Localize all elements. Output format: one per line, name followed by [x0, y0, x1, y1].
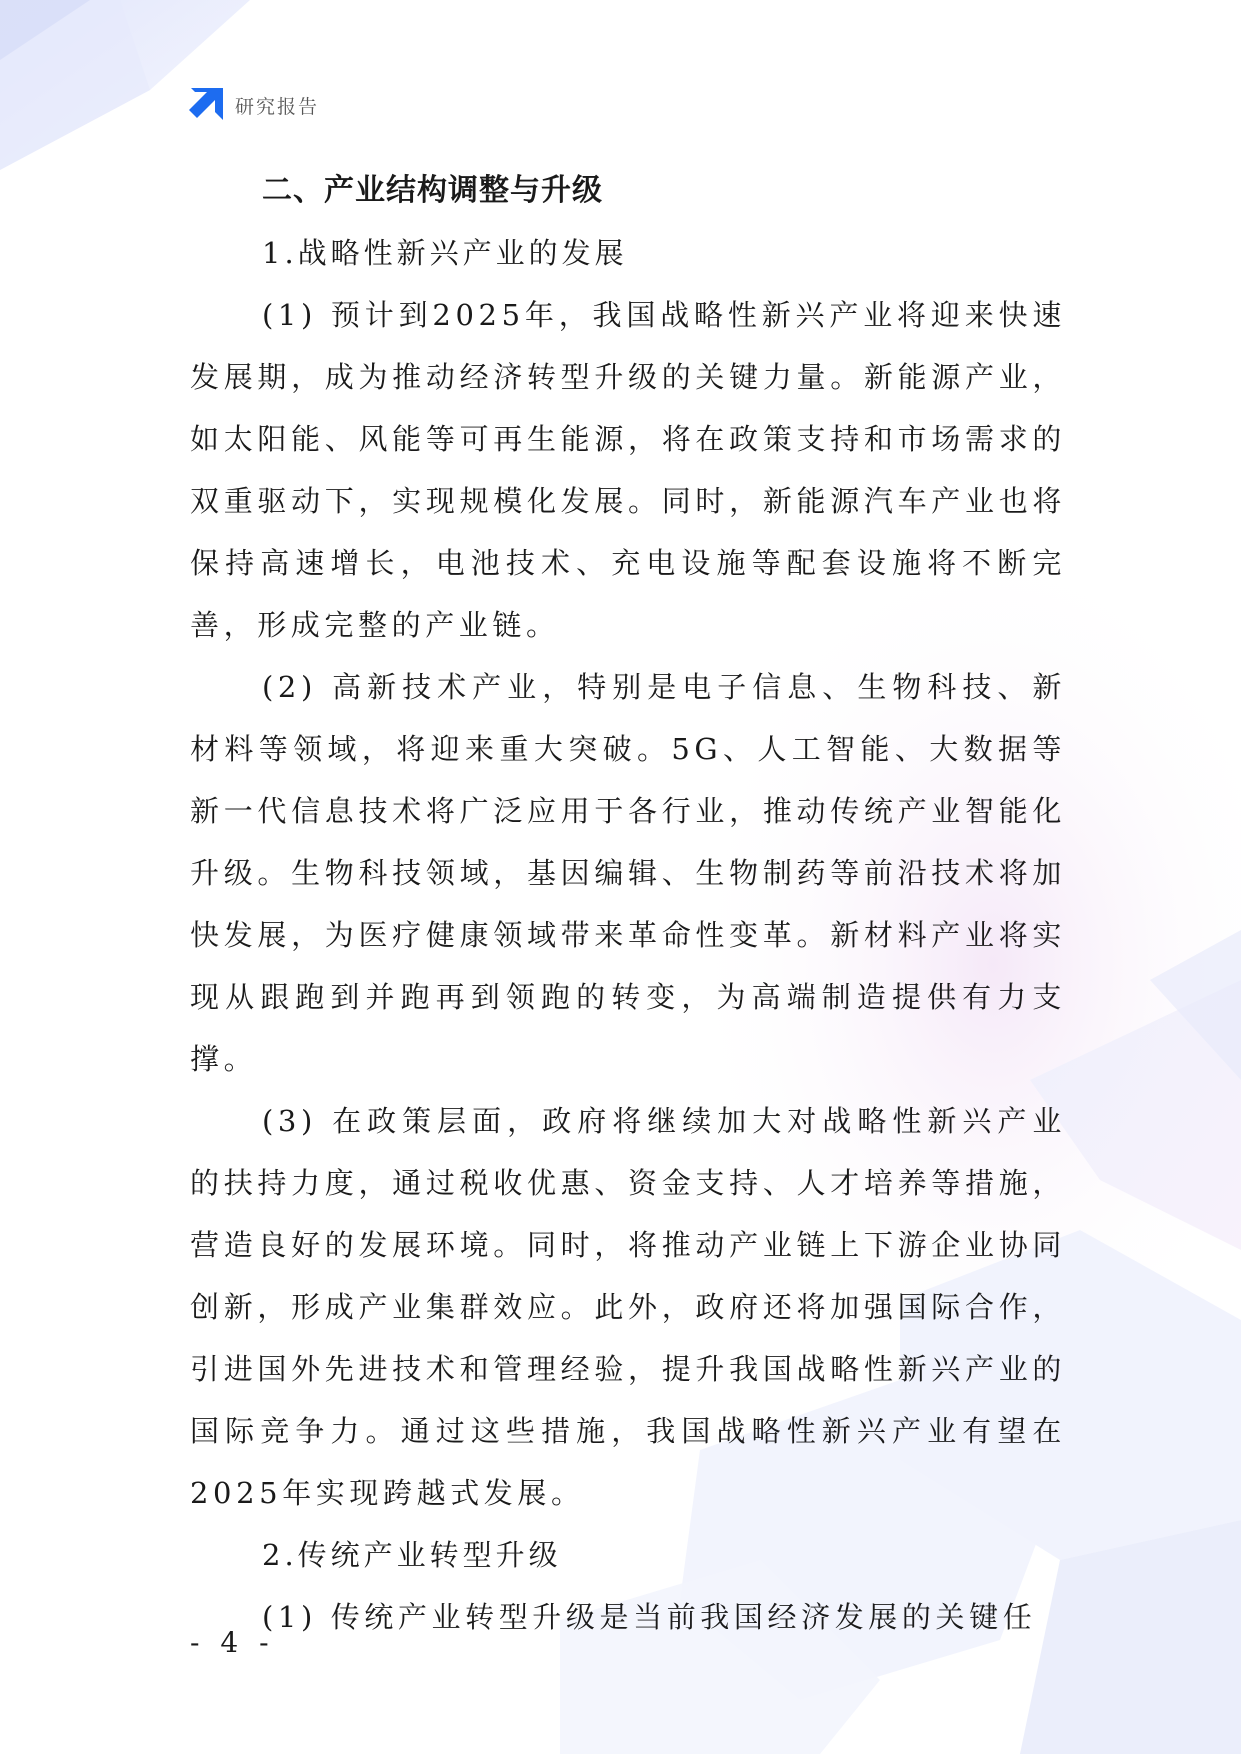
arrow-up-right-icon	[187, 88, 223, 122]
report-header	[187, 88, 319, 122]
document-body	[190, 160, 1066, 1648]
section-heading: 二、产业结构调整与升级	[262, 173, 603, 208]
paragraph-2: (2) 高新技术产业，特别是电子信息、生物科技、新材料等领域，将迎来重大突破。5G、人工智能、大数据等新一代信息技术将广泛应用于各行业，推动传统产业智能化升级。生物科技领域，基因编辑、生物制药等前沿技术将加快发展，为医疗健康领域带来革命性变革。新材料产业将实现从跟跑到并跑再到领跑的转变，为高端制造提供有力支撑。	[190, 670, 1066, 1076]
subsection-heading-1: 1.战略性新兴产业的发展	[262, 236, 628, 270]
paragraph-4: (1) 传统产业转型升级是当前我国经济发展的关键任	[262, 1600, 1037, 1634]
header-title: 研究报告	[235, 95, 320, 118]
page-number: - 4 -	[190, 1626, 275, 1659]
paragraph-3: (3) 在政策层面，政府将继续加大对战略性新兴产业的扶持力度，通过税收优惠、资金支持、人才培养等措施，营造良好的发展环境。同时，将推动产业链上下游企业协同创新，形成产业集群效应。此外，政府还将加强国际合作，引进国外先进技术和管理经验，提升我国战略性新兴产业的国际竞争力。通过这些措施，我国战略性新兴产业有望在2025年实现跨越式发展。	[190, 1104, 1066, 1510]
subsection-heading-2: 2.传统产业转型升级	[262, 1538, 562, 1572]
paragraph-1: (1) 预计到2025年，我国战略性新兴产业将迎来快速发展期，成为推动经济转型升级的关键力量。新能源产业，如太阳能、风能等可再生能源，将在政策支持和市场需求的双重驱动下，实现规模化发展。同时，新能源汽车产业也将保持高速增长，电池技术、充电设施等配套设施将不断完善，形成完整的产业链。	[190, 298, 1066, 642]
